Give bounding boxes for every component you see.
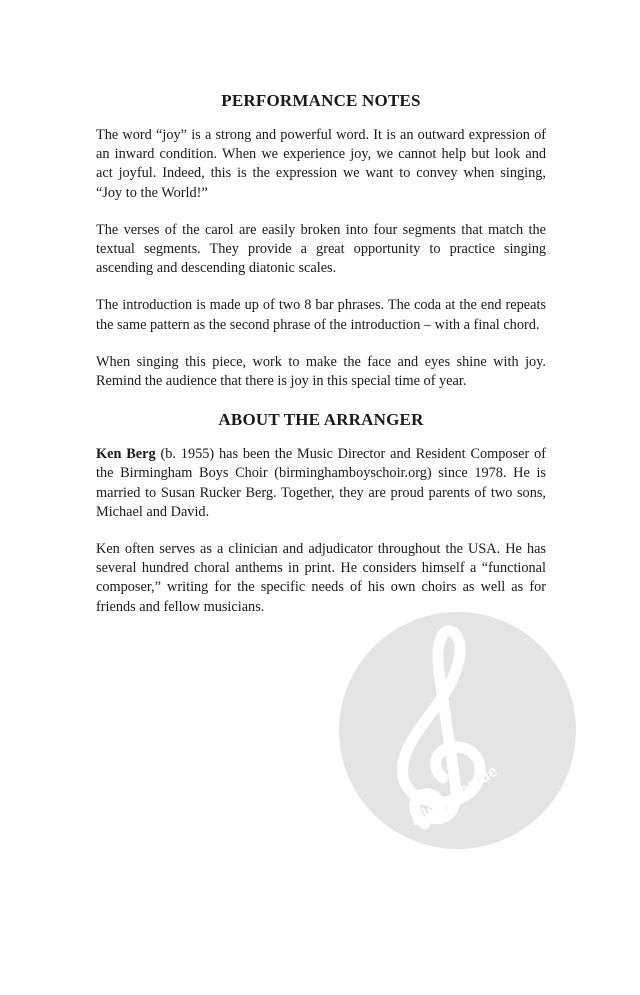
performance-notes-heading: PERFORMANCE NOTES [221,91,421,110]
about-arranger-paragraph-2: Ken often serves as a clinician and adjudicator throughout the USA. He has several hundred choral anthems in print. He considers himself a “functional composer,” writing for the specific needs of his own choirs as well as for friends and fellow musicians. [96,541,546,615]
arranger-bio-text: (b. 1955) has been the Music Director and Resident Composer of the Birmingham Boys Choir (birminghamboyschoir.org) since 1978. He is married to Susan Rucker Berg. Together, they are proud parents of two sons, Michael and David. [96,446,546,520]
performance-notes-paragraph-2: The verses of the carol are easily broken into four segments that match the textual segments. They provide a great opportunity to practice singing ascending and descending diatonic scales. [96,221,546,277]
performance-notes-paragraph-1: The word “joy” is a strong and powerful word. It is an outward expression of an inward condition. When we experience joy, we cannot help but look and act joyful. Indeed, this is the expression we want to convey when singing, “Joy to the World!” [96,127,546,201]
watermark-text: alle-noten.de [408,762,501,830]
performance-notes-paragraph-4: When singing this piece, work to make the face and eyes shine with joy. Remind the audience that there is joy in this special time of year. [96,353,546,390]
about-arranger-heading: ABOUT THE ARRANGER [218,410,424,430]
watermark-logo [339,612,576,849]
performance-notes-paragraph-3: The introduction is made up of two 8 bar phrases. The coda at the end repeats the same pattern as the second phrase of the introduction – with a final chord. [96,297,546,333]
arranger-name: Ken Berg [96,446,156,463]
about-arranger-paragraph-1 [96,445,546,522]
page-content [96,90,546,617]
